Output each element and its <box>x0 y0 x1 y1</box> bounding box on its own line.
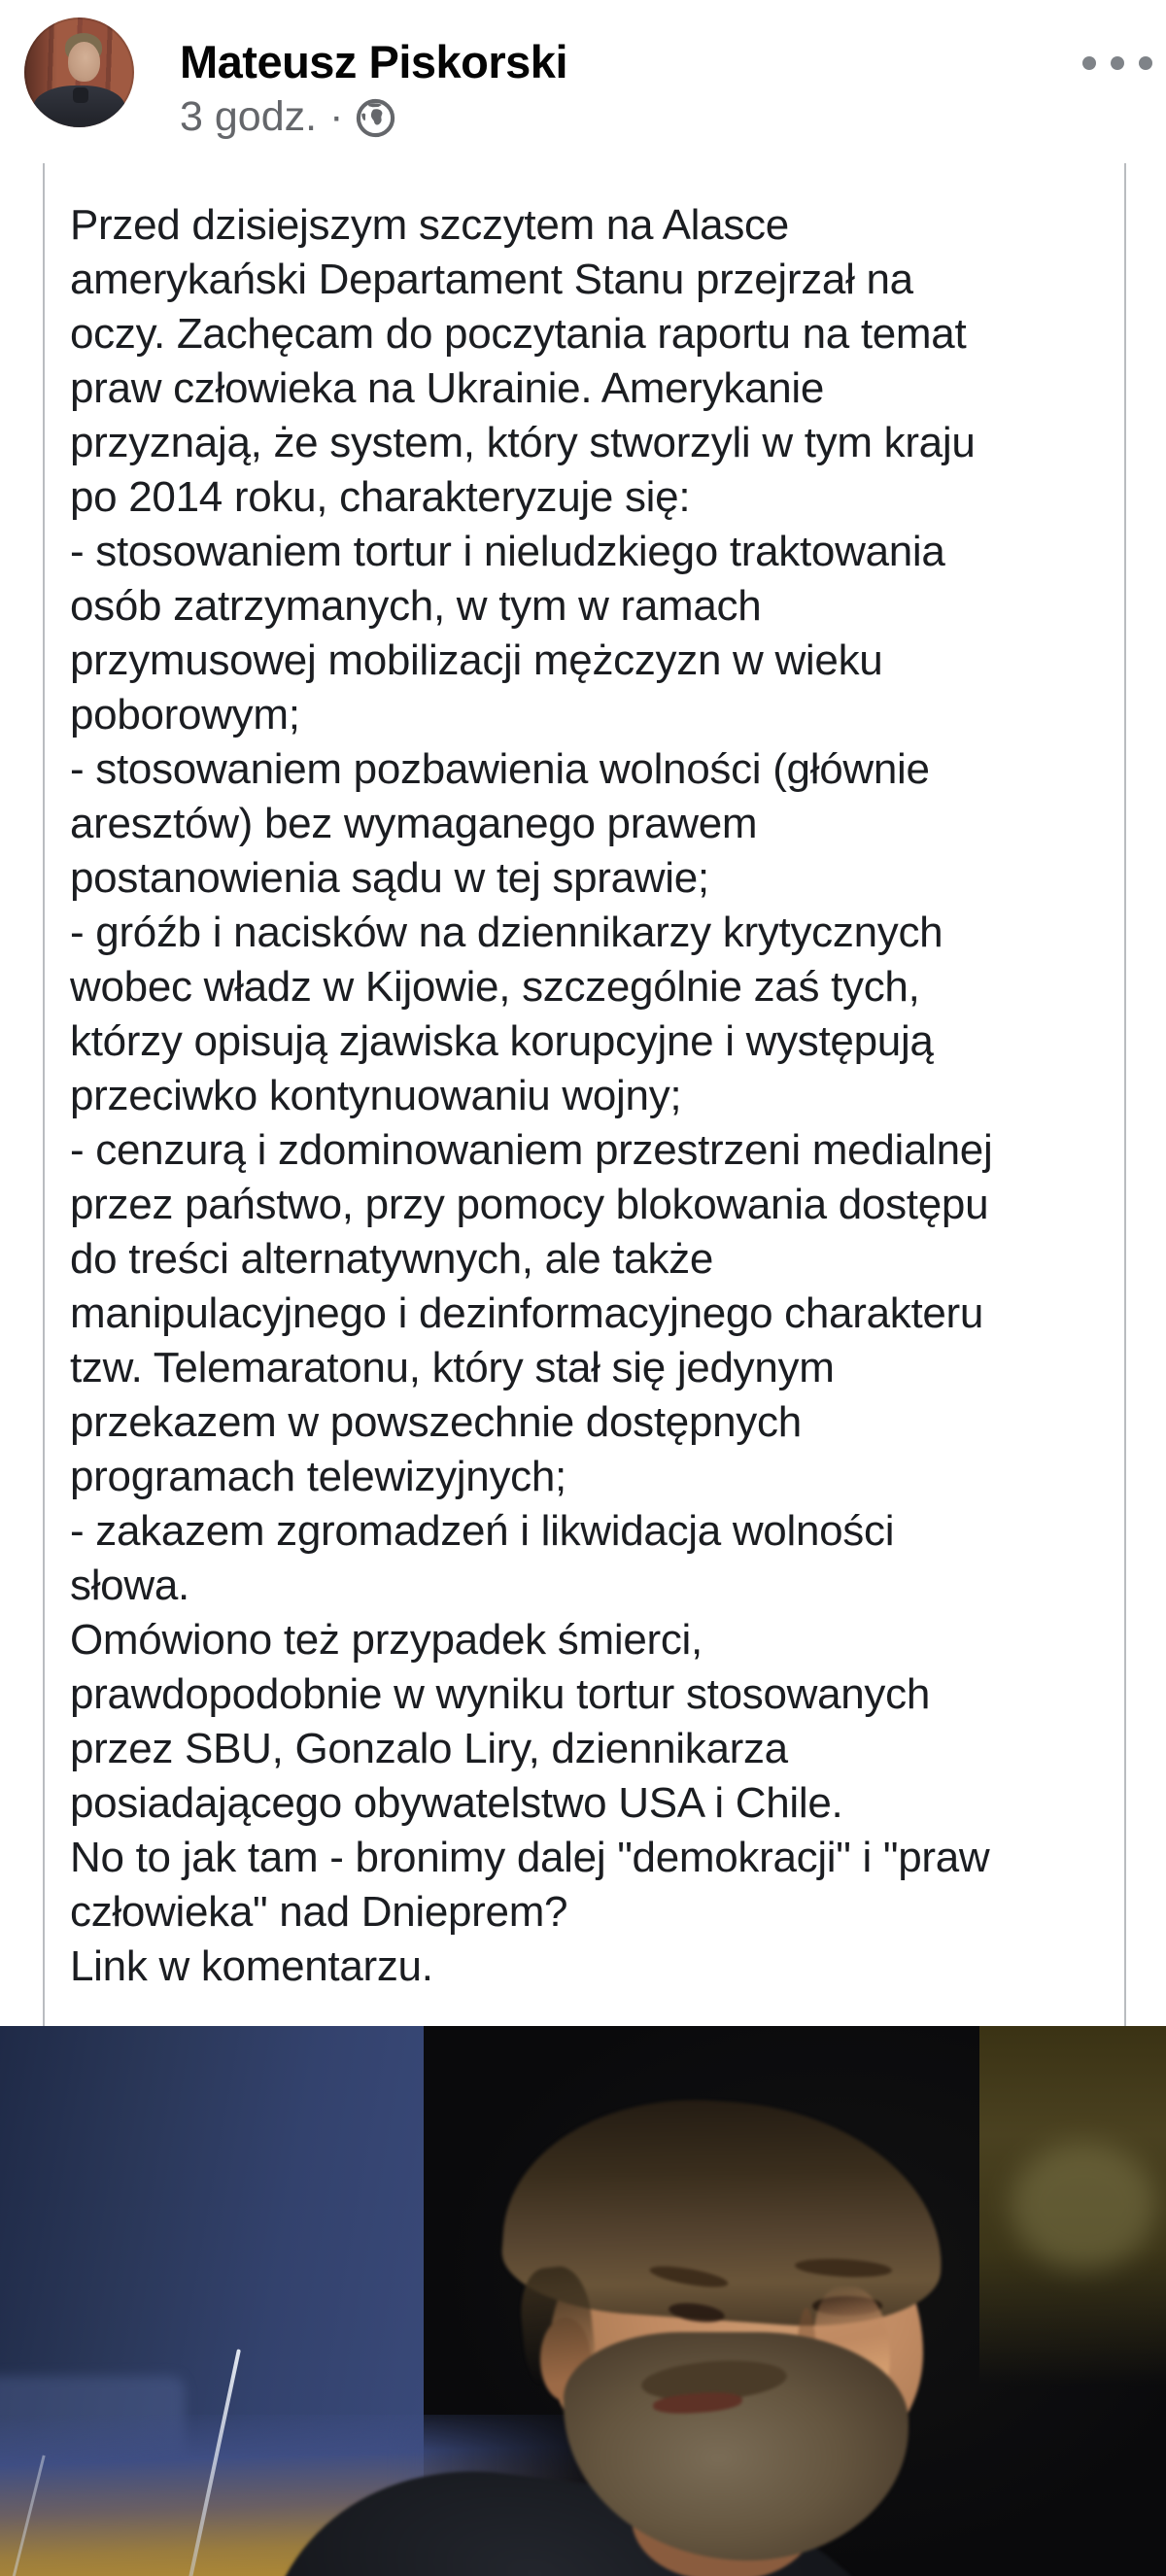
post-text-line: - stosowaniem pozbawienia wolności (głównie <box>70 745 930 793</box>
avatar-person-collar <box>73 87 88 103</box>
post-text-line: Przed dzisiejszym szczytem na Alasce <box>70 201 789 249</box>
post-text-line: postanowienia sądu w tej sprawie; <box>70 854 709 902</box>
post-text-line: praw człowieka na Ukrainie. Amerykanie <box>70 364 825 412</box>
post-image[interactable] <box>0 2026 1166 2576</box>
timestamp[interactable]: 3 godz. <box>180 93 318 140</box>
post-text-line: manipulacyjnego i dezinformacyjnego charakteru <box>70 1289 984 1337</box>
portrait-group <box>0 2026 1166 2576</box>
post-text-line: przymusowej mobilizacji mężczyzn w wieku <box>70 636 883 684</box>
post-text-line: aresztów) bez wymaganego prawem <box>70 800 758 847</box>
author-name[interactable]: Mateusz Piskorski <box>180 36 568 87</box>
dot-icon <box>1139 56 1152 70</box>
post-text-line: przyznają, że system, który stworzyli w tym kraju <box>70 419 976 466</box>
post-text-line: poborowym; <box>70 691 300 738</box>
post-text-line: - zakazem zgromadzeń i likwidacja wolności <box>70 1507 895 1555</box>
post-text-line: posiadającego obywatelstwo USA i Chile. <box>70 1779 843 1827</box>
post-text-line: tzw. Telemaratonu, który stał się jedynym <box>70 1344 835 1391</box>
post-text-line: - gróźb i nacisków na dziennikarzy krytycznych <box>70 909 943 956</box>
post-text-line: wobec władz w Kijowie, szczególnie zaś tych, <box>70 963 920 1011</box>
post-text-line: do treści alternatywnych, ale także <box>70 1235 714 1283</box>
post-text-line: oczy. Zachęcam do poczytania raportu na temat <box>70 310 967 358</box>
post-text-line: No to jak tam - bronimy dalej "demokracji" i "praw <box>70 1834 990 1881</box>
post-text-box <box>43 163 1126 2026</box>
dot-icon <box>1082 56 1096 70</box>
post-text-line: przez państwo, przy pomocy blokowania dostępu <box>70 1181 989 1228</box>
post-text-line: słowa. <box>70 1562 189 1609</box>
post-text-line: po 2014 roku, charakteryzuje się: <box>70 473 691 521</box>
post-text-line: prawdopodobnie w wyniku tortur stosowanych <box>70 1670 930 1718</box>
post-text-line: przez SBU, Gonzalo Liry, dziennikarza <box>70 1725 788 1772</box>
post-text-line: Link w komentarzu. <box>70 1942 433 1990</box>
post-text-line: przeciwko kontynuowaniu wojny; <box>70 1072 682 1119</box>
post-text-line: programach telewizyjnych; <box>70 1453 566 1500</box>
more-options-button[interactable] <box>1082 49 1152 78</box>
avatar-person-face <box>68 42 100 82</box>
post-text-line: - stosowaniem tortur i nieludzkiego traktowania <box>70 528 945 575</box>
meta-separator: · <box>329 93 344 140</box>
avatar[interactable] <box>24 17 134 127</box>
globe-icon <box>356 98 395 138</box>
post-meta-row[interactable] <box>180 91 395 142</box>
post-text-line: amerykański Departament Stanu przejrzał na <box>70 256 913 303</box>
post-text-line: - cenzurą i zdominowaniem przestrzeni medialnej <box>70 1126 993 1174</box>
post-text-line: przekazem w powszechnie dostępnych <box>70 1398 802 1446</box>
post-text-line: Omówiono też przypadek śmierci, <box>70 1616 703 1664</box>
post-text-line: osób zatrzymanych, w tym w ramach <box>70 582 762 630</box>
post-text-line: którzy opisują zjawiska korupcyjne i występują <box>70 1017 934 1065</box>
post-text-line: człowieka" nad Dnieprem? <box>70 1888 568 1936</box>
dot-icon <box>1111 56 1124 70</box>
